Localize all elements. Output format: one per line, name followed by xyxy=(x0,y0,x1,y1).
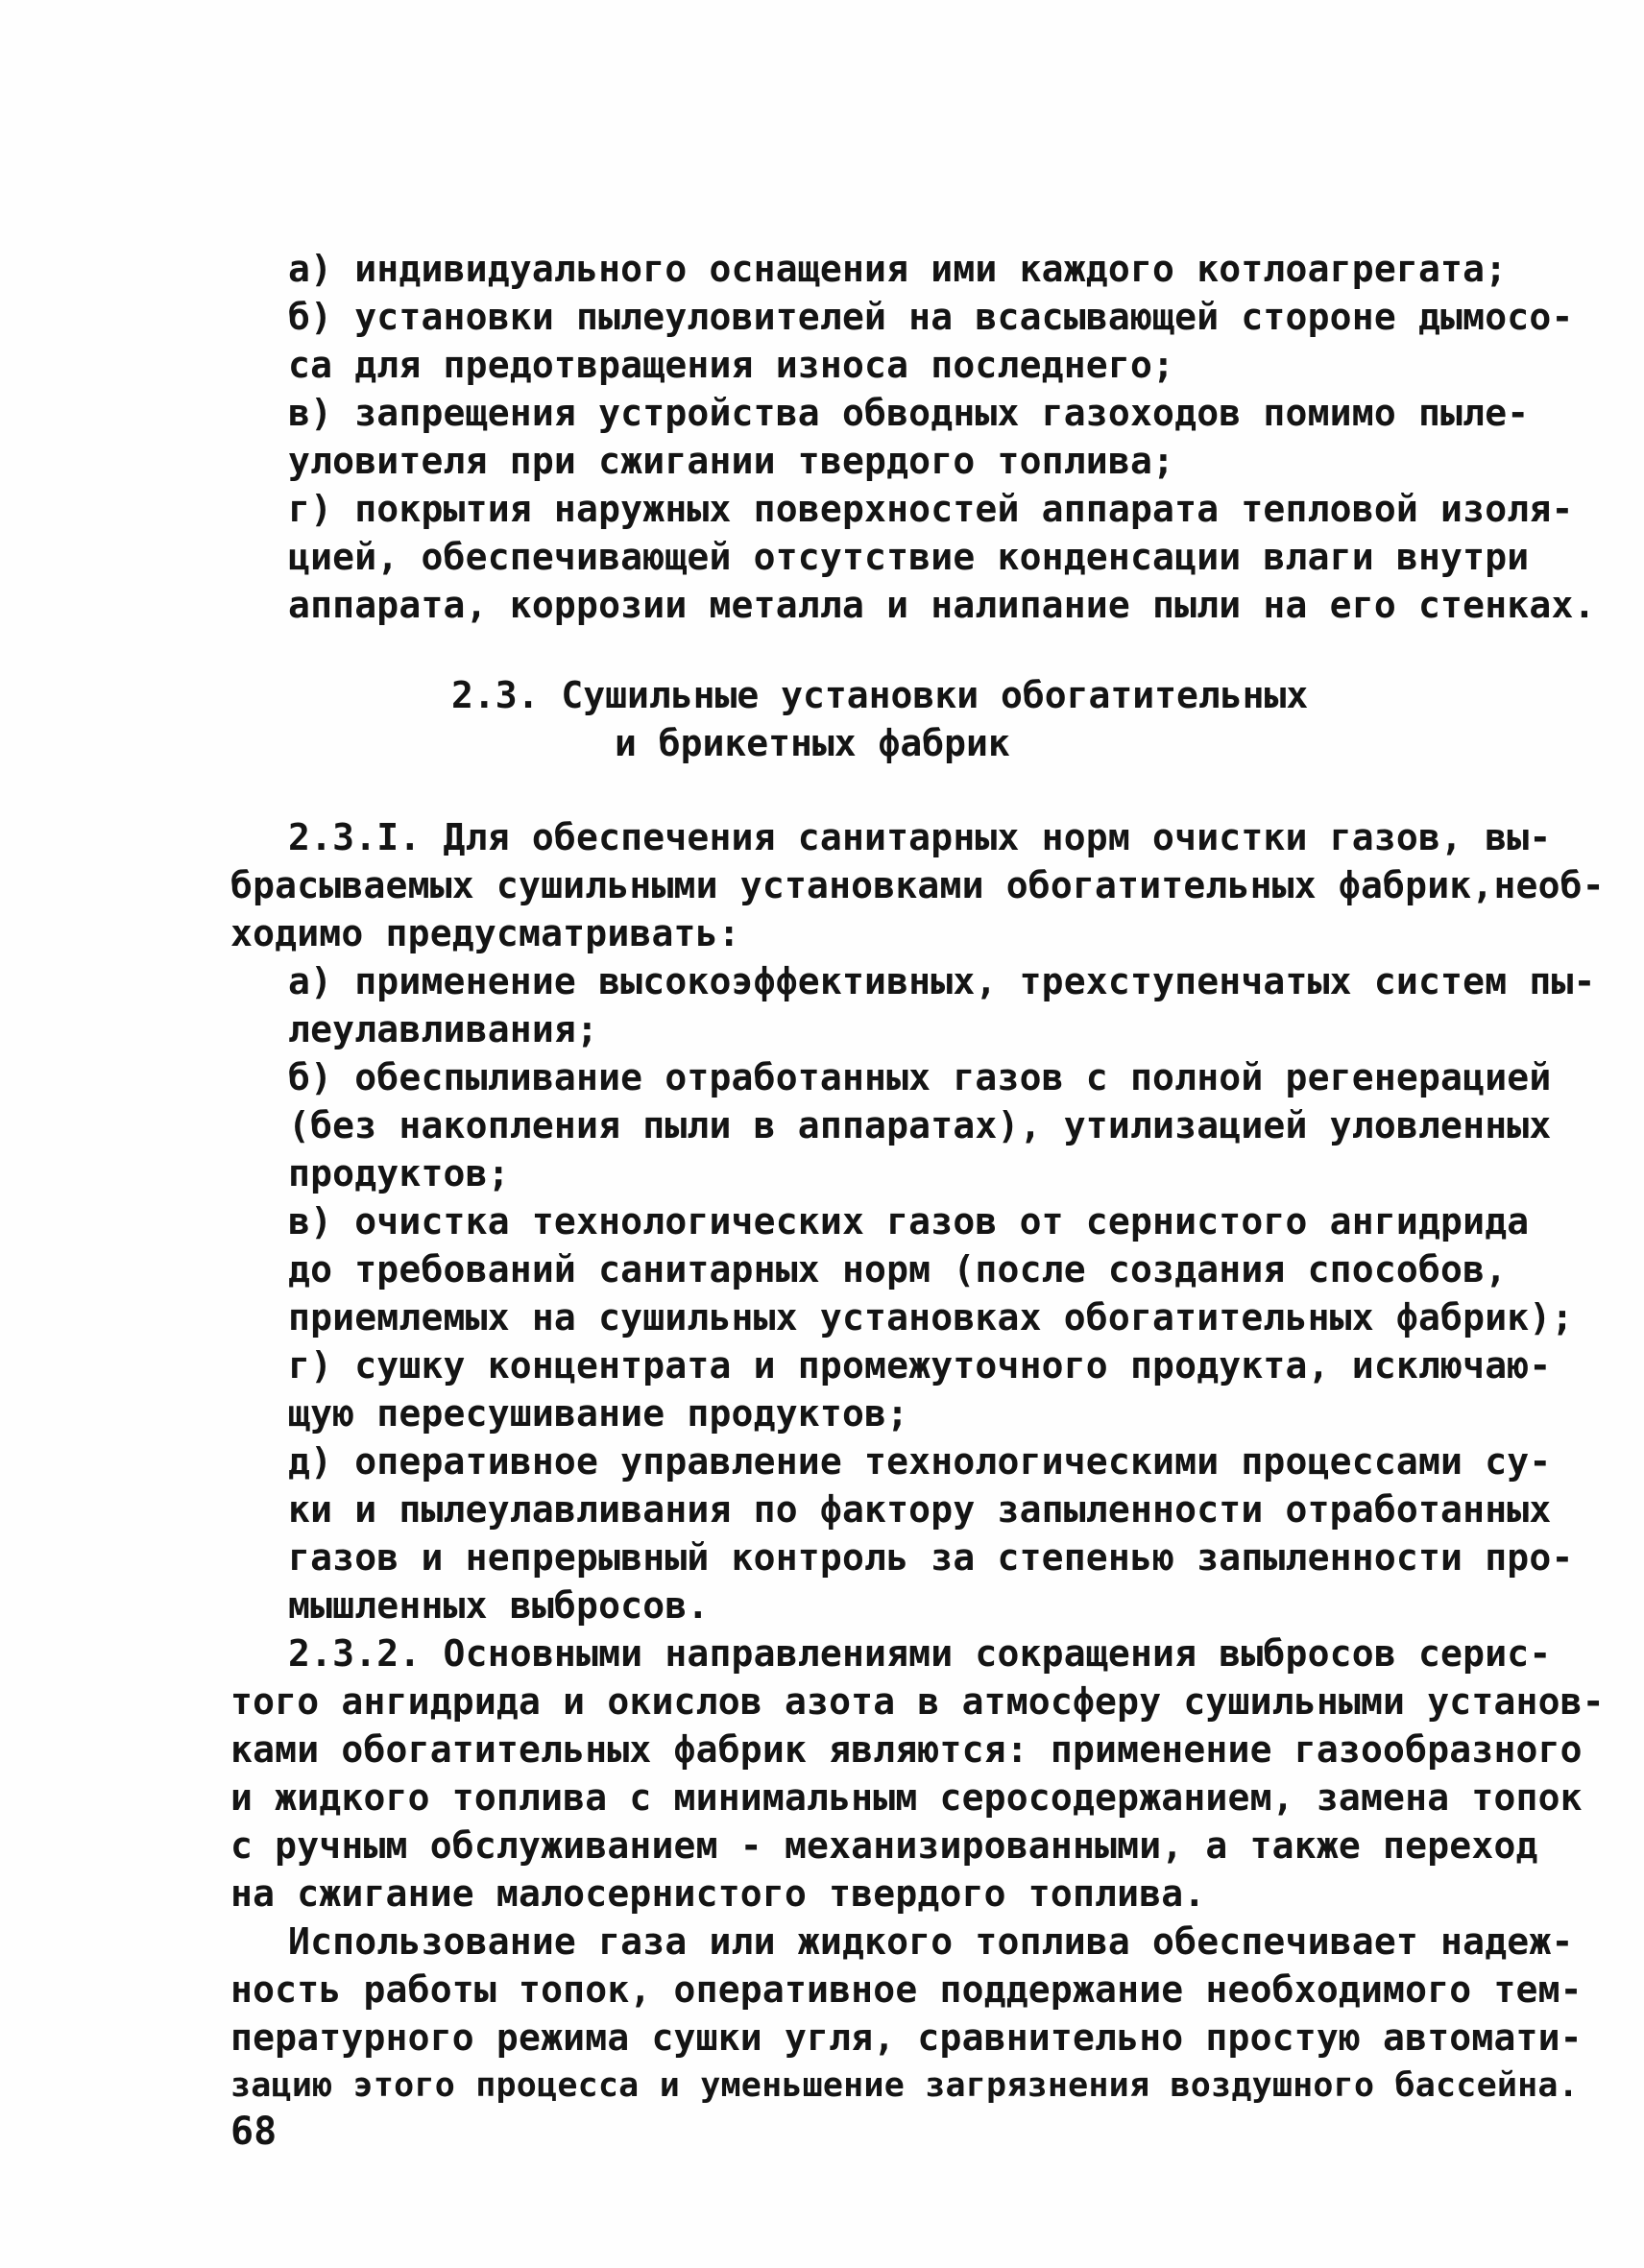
paragraph-line: приемлемых на сушильных установках обогатительных фабрик); xyxy=(288,1296,1574,1339)
list-item-line: са для предотвращения износа последнего; xyxy=(288,344,1175,386)
paragraph-line: до требований санитарных норм (после создания способов, xyxy=(288,1248,1508,1291)
paragraph-line: зацию этого процесса и уменьшение загрязнения воздушного бассейна. xyxy=(230,2066,1579,2105)
paragraph-line: и жидкого топлива с минимальным серосодержанием, замена топок xyxy=(230,1776,1583,1819)
paragraph-line: ность работы топок, оперативное поддержание необходимого тем- xyxy=(230,1968,1583,2011)
paragraph-line: а) применение высокоэффективных, трехступенчатых систем пы- xyxy=(288,960,1596,1002)
list-item-line: г) покрытия наружных поверхностей аппарата тепловой изоля- xyxy=(288,488,1574,530)
paragraph-line: с ручным обслуживанием - механизированными, а также переход xyxy=(230,1824,1538,1867)
paragraph-line: щую пересушивание продуктов; xyxy=(288,1392,909,1435)
paragraph-line: того ангидрида и окислов азота в атмосферу сушильными установ- xyxy=(230,1680,1605,1723)
paragraph-line: б) обеспыливание отработанных газов с полной регенерацией xyxy=(288,1056,1552,1098)
paragraph-line: ками обогатительных фабрик являются: применение газообразного xyxy=(230,1728,1583,1771)
paragraph-line: ки и пылеулавливания по фактору запыленности отработанных xyxy=(288,1488,1552,1531)
section-heading: и брикетных фабрик xyxy=(615,722,1010,764)
paragraph-line: на сжигание малосернистого твердого топлива. xyxy=(230,1872,1206,1915)
paragraph-line: газов и непрерывный контроль за степенью запыленности про- xyxy=(288,1536,1574,1579)
list-item-line: цией, обеспечивающей отсутствие конденсации влаги внутри xyxy=(288,536,1530,578)
list-item-line: аппарата, коррозии металла и налипание пыли на его стенках. xyxy=(288,584,1596,626)
paragraph-line: в) очистка технологических газов от сернистого ангидрида xyxy=(288,1200,1530,1243)
paragraph-line: Использование газа или жидкого топлива обеспечивает надеж- xyxy=(288,1920,1574,1963)
paragraph-line: леулавливания; xyxy=(288,1008,599,1050)
paragraph-line: г) сушку концентрата и промежуточного продукта, исключаю- xyxy=(288,1344,1552,1387)
paragraph-line: 2.3.I. Для обеспечения санитарных норм очистки газов, вы- xyxy=(288,816,1552,858)
paragraph-line: брасываемых сушильными установками обогатительных фабрик,необ- xyxy=(230,864,1605,906)
paragraph-line: продуктов; xyxy=(288,1152,510,1194)
paragraph-line: пературного режима сушки угля, сравнительно простую автомати- xyxy=(230,2016,1583,2059)
list-item-line: б) установки пылеуловителей на всасывающей стороне дымосо- xyxy=(288,296,1574,338)
paragraph-line: д) оперативное управление технологическими процессами су- xyxy=(288,1440,1552,1483)
list-item-line: уловителя при сжигании твердого топлива; xyxy=(288,440,1175,482)
paragraph-line: 2.3.2. Основными направлениями сокращения выбросов серис- xyxy=(288,1632,1552,1675)
paragraph-line: ходимо предусматривать: xyxy=(230,912,740,954)
paragraph-line: мышленных выбросов. xyxy=(288,1584,710,1627)
section-heading: 2.3. Сушильные установки обогатительных xyxy=(451,674,1309,716)
page-number: 68 xyxy=(230,2110,278,2154)
list-item-line: в) запрещения устройства обводных газоходов помимо пыле- xyxy=(288,392,1530,434)
list-item-line: а) индивидуального оснащения ими каждого котлоагрегата; xyxy=(288,248,1508,290)
paragraph-line: (без накопления пыли в аппаратах), утилизацией уловленных xyxy=(288,1104,1552,1146)
